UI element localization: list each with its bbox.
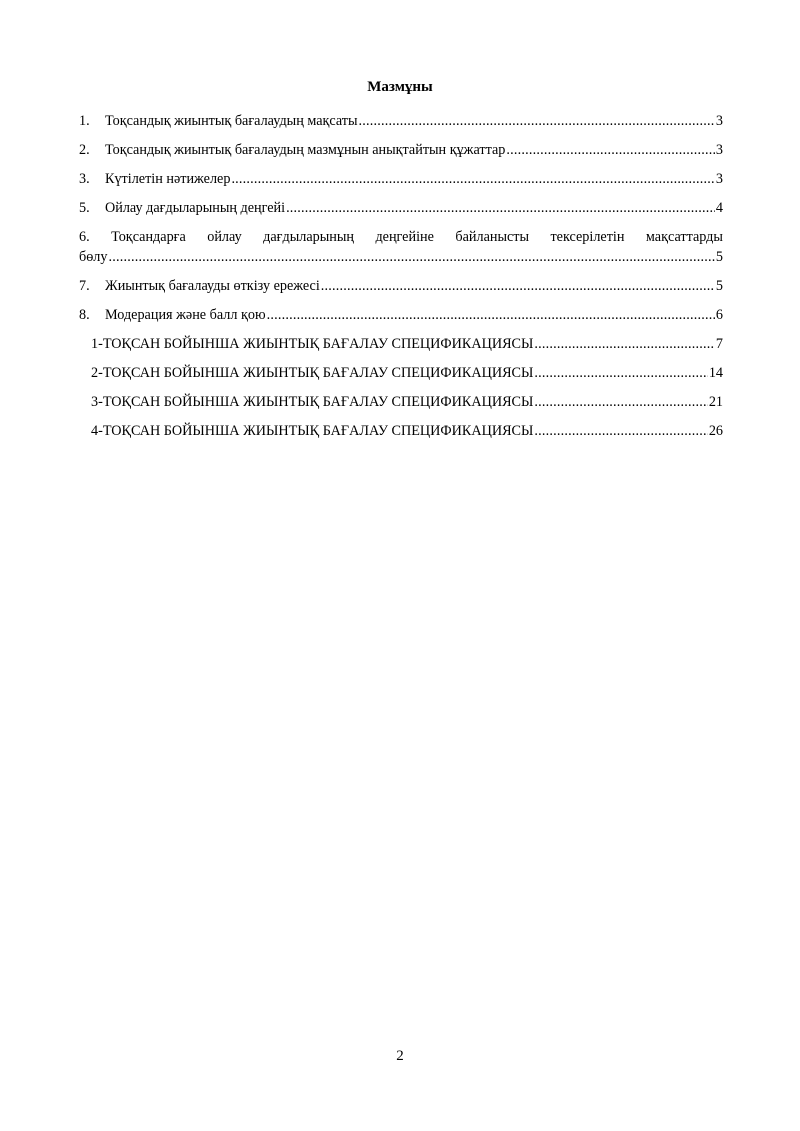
toc-spec-page: 26 [708,423,723,439]
toc-entry-1[interactable] [79,111,723,131]
toc-entry-word: ойлау [207,229,242,245]
toc-leader-dots [231,169,714,189]
toc-title: Мазмұны [367,79,433,95]
toc-spec-entry-2[interactable] [79,363,723,383]
toc-entry-line2 [79,247,723,267]
toc-entry-word: деңгейіне [375,229,434,245]
toc-entry-page: 3 [715,113,723,129]
toc-entry-6[interactable] [79,227,723,267]
toc-leader-dots [534,392,707,412]
toc-entry-number: 1. [79,113,90,129]
toc-entry-word: Тоқсандарға [111,229,186,245]
toc-leader-dots [359,111,715,131]
toc-entry-label: Тоқсандық жиынтық бағалаудың мақсаты [105,113,358,129]
toc-leader-dots [286,198,715,218]
toc-leader-dots [321,276,715,296]
toc-spec-label: 4-ТОҚСАН БОЙЫНША ЖИЫНТЫҚ БАҒАЛАУ СПЕЦИФИКАЦИЯСЫ [91,423,534,439]
toc-entry-page: 3 [715,171,723,187]
toc-spec-label: 1-ТОҚСАН БОЙЫНША ЖИЫНТЫҚ БАҒАЛАУ СПЕЦИФИКАЦИЯСЫ [91,336,534,352]
toc-leader-dots [267,305,715,325]
toc-leader-dots [534,421,707,441]
toc-spec-page: 14 [708,365,723,381]
toc-spec-page: 21 [708,394,723,410]
toc-leader-dots [534,334,715,354]
toc-entry-label: Күтілетін нәтижелер [105,171,231,187]
toc-entry-number: 5. [79,200,90,216]
toc-leader-dots [506,140,715,160]
toc-entry-page: 3 [715,142,723,158]
toc-entry-page: 5 [715,278,723,294]
toc-spec-label: 2-ТОҚСАН БОЙЫНША ЖИЫНТЫҚ БАҒАЛАУ СПЕЦИФИКАЦИЯСЫ [91,365,534,381]
toc-entry-line1 [79,227,723,247]
toc-spec-label: 3-ТОҚСАН БОЙЫНША ЖИЫНТЫҚ БАҒАЛАУ СПЕЦИФИКАЦИЯСЫ [91,394,534,410]
toc-entry-number: 6. [79,229,90,245]
toc-entry-label: Жиынтық бағалауды өткізу ережесі [105,278,320,294]
toc-entry-word: дағдыларының [263,229,354,245]
toc-entry-label: Тоқсандық жиынтық бағалаудың мазмұнын анықтайтын құжаттар [105,142,506,158]
toc-entry-page: 5 [715,249,723,265]
toc-entry-number: 8. [79,307,90,323]
toc-leader-dots [109,247,715,267]
toc-entry-number: 7. [79,278,90,294]
table-of-contents [79,111,723,450]
toc-entry-word: тексерілетін [550,229,625,245]
toc-spec-entry-4[interactable] [79,421,723,441]
page-number: 2 [396,1048,404,1064]
toc-entry-5[interactable] [79,198,723,218]
toc-spec-entry-3[interactable] [79,392,723,412]
toc-entry-word: мақсаттарды [645,229,723,245]
toc-spec-entry-1[interactable] [79,334,723,354]
toc-entry-2[interactable] [79,140,723,160]
toc-entry-page: 4 [715,200,723,216]
toc-entry-number: 2. [79,142,90,158]
toc-leader-dots [534,363,707,383]
toc-entry-page: 6 [715,307,723,323]
toc-spec-page: 7 [715,336,723,352]
toc-entry-label: Модерация және балл қою [105,307,266,323]
toc-entry-7[interactable] [79,276,723,296]
toc-entry-3[interactable] [79,169,723,189]
toc-entry-label: бөлу [79,249,108,265]
toc-entry-number: 3. [79,171,90,187]
toc-entry-label: Ойлау дағдыларының деңгейі [105,200,286,216]
toc-entry-word: байланысты [455,229,530,245]
toc-entry-8[interactable] [79,305,723,325]
